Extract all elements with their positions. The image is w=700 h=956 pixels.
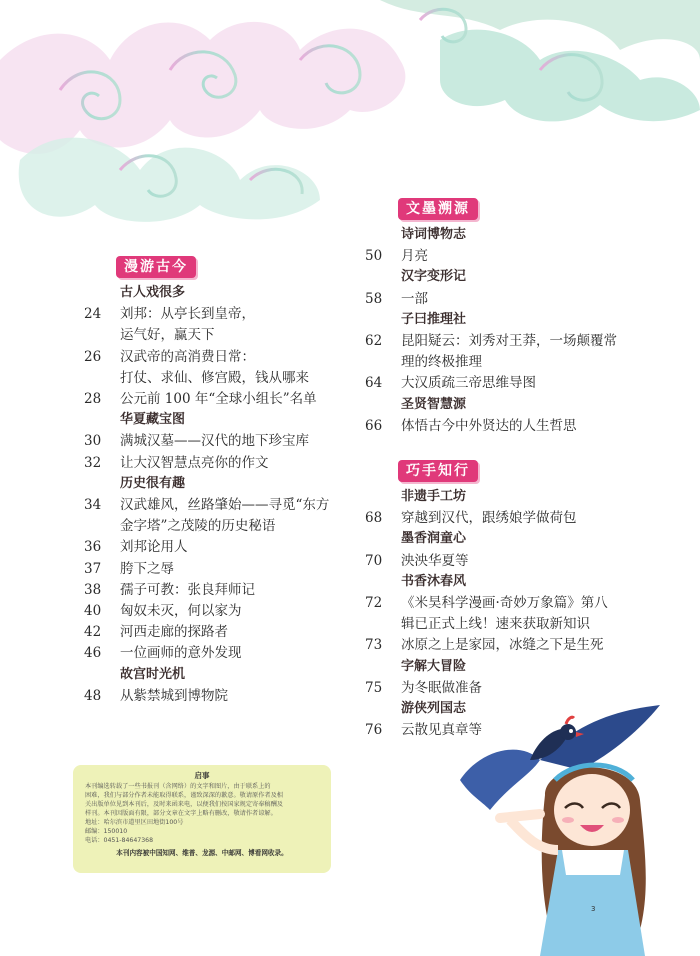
toc-category-label: 墨香润童心 — [401, 531, 467, 547]
toc-entry-title: 让大汉智慧点亮你的作文 — [120, 454, 269, 471]
toc-entry-title: 大汉质疏三帝思维导图 — [401, 375, 536, 392]
toc-page-number: 32 — [84, 454, 102, 471]
toc-page-number: 73 — [365, 637, 383, 654]
toc-entry-title: 匈奴未灭，何以家为 — [120, 603, 242, 619]
toc-entry-title: 理的终极推理 — [401, 354, 482, 371]
section-badge-travel: 漫游古今 — [116, 256, 196, 278]
toc-entry-title: 刘邦论用人 — [120, 539, 188, 556]
notice-address: 地址：哈尔滨市道里区田地街100号 — [85, 819, 184, 826]
toc-entry-title: 满城汉墓——汉代的地下珍宝库 — [120, 433, 309, 450]
toc-entry-title: 云散见真章等 — [401, 722, 482, 739]
toc-entry-title: 汉武雄风，丝路肇始——寻觅“东方 — [120, 497, 330, 513]
notice-line: 本刊编选转载了一些书报刊（含网络）的文字和图片，由于联系上的 — [85, 783, 271, 790]
toc-page-number: 68 — [365, 510, 383, 527]
toc-page-number: 37 — [84, 560, 102, 577]
toc-entry-title: 刘邦：从亭长到皇帝， — [120, 306, 255, 323]
toc-page-number: 24 — [84, 306, 102, 323]
toc-category-label: 非遗手工坊 — [401, 489, 467, 504]
toc-entry-title: 为冬眠做准备 — [401, 679, 482, 696]
toc-entry-title: 一位画师的意外发现 — [120, 645, 242, 662]
toc-page-number: 75 — [365, 679, 383, 696]
toc-page-number: 64 — [365, 375, 383, 392]
toc-entry-title: 体悟古今中外贤达的人生哲思 — [401, 417, 577, 434]
toc-entry-title: 冰原之上是家园，冰缝之下是生死 — [401, 637, 604, 654]
toc-category-label: 华夏藏宝图 — [120, 412, 186, 428]
toc-entry-title: 昆阳疑云：刘秀对王莽，一场颠覆常 — [401, 333, 617, 349]
toc-page-number: 72 — [365, 595, 383, 611]
notice-phone: 电话：0451-84647368 — [85, 837, 154, 844]
toc-entry-title: 孺子可教：张良拜师记 — [120, 581, 255, 598]
toc-page-number: 34 — [84, 497, 102, 513]
toc-entry-title: 《米昊科学漫画·奇妙万象篇》第八 — [401, 595, 608, 611]
toc-page-number: 28 — [84, 391, 102, 407]
notice-footer: 本刊内容被中国知网、维普、龙源、中邮网、博看网收录。 — [116, 849, 288, 857]
page-number: 3 — [591, 905, 596, 913]
section-badge-ink: 文墨溯源 — [398, 198, 478, 220]
toc-category-label: 游侠列国志 — [401, 701, 467, 716]
toc-entry-title: ⼀部 — [401, 290, 428, 307]
toc-entry-title: 公元前 100 年“全球小组长”名单 — [120, 391, 317, 407]
toc-page-number: 70 — [365, 552, 383, 569]
toc-page-number: 30 — [84, 433, 102, 450]
notice-line: 困难，我们与部分作者未能取得联系，谨致深深的歉意。敬请原作者及相 — [85, 792, 283, 799]
notice-box — [73, 765, 331, 873]
girl-with-bird-illustration — [440, 700, 700, 956]
toc-entry-title: 运气好，赢天下 — [120, 327, 215, 344]
toc-category-label: 汉字变形记 — [401, 269, 467, 285]
decorative-clouds — [0, 0, 700, 230]
toc-entry-title: 穿越到汉代，跟绣娘学做荷包 — [401, 510, 577, 527]
toc-page-number: 58 — [365, 290, 383, 307]
toc-category-label: 书香沐春风 — [401, 573, 467, 589]
toc-category-label: 历史很有趣 — [120, 475, 186, 491]
toc-page-number: 46 — [84, 645, 102, 662]
toc-page-number: 48 — [84, 687, 102, 704]
toc-entry-title: 河西走廊的探路者 — [120, 624, 228, 641]
toc-entry-title: 打仗、求仙、修宫殿，钱从哪来 — [120, 369, 309, 386]
toc-page-number: 40 — [84, 603, 102, 619]
toc-page-number: 38 — [84, 581, 102, 598]
toc-page-number: 66 — [365, 417, 383, 434]
notice-title: 启事 — [194, 771, 210, 780]
toc-entry-title: 汉武帝的高消费日常： — [120, 348, 255, 365]
toc-entry-title: 泱泱华夏等 — [401, 552, 469, 569]
notice-line: 关出版单位见到本刊后，及时来函来电，以便我们按国家规定寄奉稿酬及 — [85, 801, 283, 808]
toc-category-label: 子曰推理社 — [401, 311, 467, 327]
toc-entry-title: 月亮 — [401, 248, 428, 265]
section-badge-craft: 巧手知行 — [398, 460, 478, 482]
toc-page-number: 42 — [84, 624, 102, 641]
toc-category-label: 故宫时光机 — [120, 666, 186, 682]
toc-category-label: 圣贤智慧源 — [401, 396, 467, 412]
toc-category-label: 诗词博物志 — [401, 227, 467, 242]
notice-line: 样刊。本刊因版面有限，部分文章在文字上略有删改，敬请作者谅解。 — [85, 810, 277, 817]
toc-page-number: 50 — [365, 248, 383, 265]
toc-category-label: 古人戏很多 — [120, 285, 186, 300]
toc-category-label: 字解大冒险 — [401, 658, 467, 674]
toc-entry-title: 从紫禁城到博物院 — [120, 687, 228, 704]
notice-postcode: 邮编：150010 — [85, 828, 128, 835]
toc-entry-title: 金字塔”之茂陵的历史秘语 — [120, 518, 276, 535]
toc-page-number: 76 — [365, 722, 383, 739]
toc-page-number: 36 — [84, 539, 102, 556]
toc-page-number: 26 — [84, 348, 102, 365]
toc-entry-title: 辑已正式上线！速来获取新知识 — [401, 616, 590, 633]
toc-entry-title: 胯下之辱 — [120, 560, 174, 577]
toc-page-number: 62 — [365, 333, 383, 349]
